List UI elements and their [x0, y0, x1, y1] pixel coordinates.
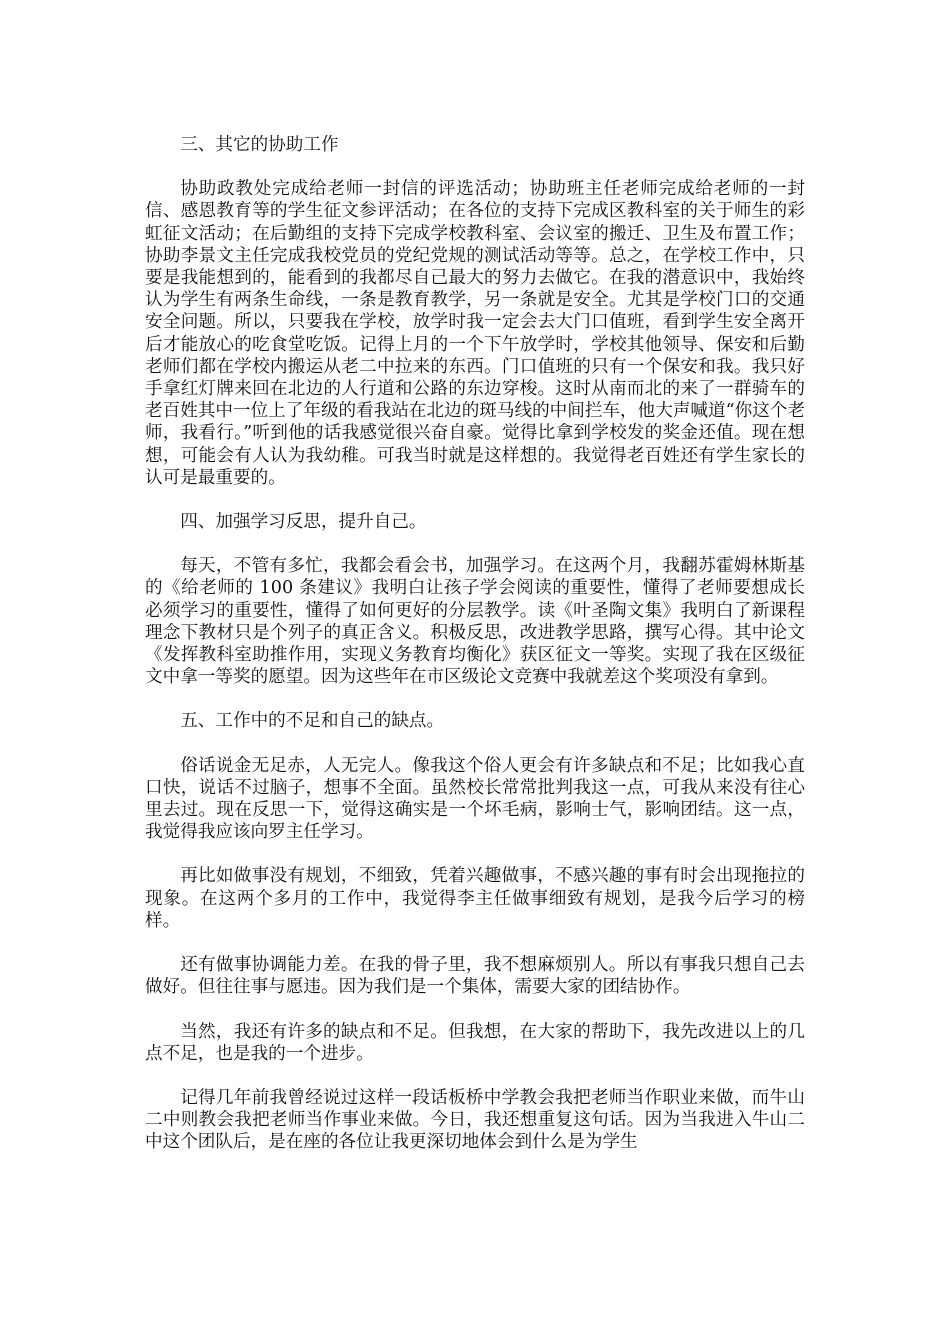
section-heading: 四、加强学习反思，提升自己。: [180, 512, 427, 533]
body-paragraph: 当然，我还有许多的缺点和不足。但我想，在大家的帮助下，我先改进以上的几点不足，也是我的一个进步。: [145, 1021, 805, 1064]
section-heading: 三、其它的协助工作: [180, 135, 339, 155]
body-paragraph: 每天，不管有多忙，我都会看会书，加强学习。在这两个月，我翻苏霍姆林斯基的《给老师的 100 条建议》我明白让孩子学会阅读的重要性，懂得了老师要想成长必须学习的重要性，懂得了如何更好的分层教学。读《叶圣陶文集》我明白了新课程理念下教材只是个列子的真正含义。积极反思，改进教学思路，撰写心得。其中论文《发挥教科室助推作用，实现义务教育均衡化》获区征文一等奖。实现了我在区级征文中拿一等奖的愿望。因为这些年在市区级论文竞赛中我就差这个奖项没有拿到。: [145, 556, 805, 688]
section-heading: 五、工作中的不足和自己的缺点。: [180, 711, 445, 732]
body-paragraph: 还有做事协调能力差。在我的骨子里，我不想麻烦别人。所以有事我只想自己去做好。但往往事与愿违。因为我们是一个集体，需要大家的团结协作。: [145, 955, 805, 998]
body-paragraph: 协助政教处完成给老师一封信的评选活动；协助班主任老师完成给老师的一封信、感恩教育等的学生征文参评活动；在各位的支持下完成区教科室的关于师生的彩虹征文活动；在后勤组的支持下完成学校教科室、会议室的搬迁、卫生及布置工作；协助李景文主任完成我校党员的党纪党规的测试活动等等。总之，在学校工作中，只要是我能想到的，能看到的我都尽自己最大的努力去做它。在我的潜意识中，我始终认为学生有两条生命线，一条是教育教学，另一条就是安全。尤其是学校门口的交通安全问题。所以，只要我在学校，放学时我一定会去大门口值班，看到学生安全离开后才能放心的吃食堂吃饭。记得上月的一个下午放学时，学校其他领导、保安和后勤老师们都在学校内搬运从老二中拉来的东西。门口值班的只有一个保安和我。我只好手拿红灯牌来回在北边的人行道和公路的东边穿梭。这时从南而北的来了一群骑车的老百姓其中一位上了年级的看我站在北边的斑马线的中间拦车，他大声喊道“你这个老师，我看行。”听到他的话我感觉很兴奋自豪。觉得比拿到学校发的奖金还值。现在想想，可能会有人认为我幼稚。可我当时就是这样想的。我觉得老百姓还有学生家长的认可是最重要的。: [145, 179, 805, 488]
document-body: [145, 134, 805, 1176]
body-paragraph: 记得几年前我曾经说过这样一段话板桥中学教会我把老师当作职业来做，而牛山二中则教会我把老师当作事业来做。今日，我还想重复这句话。因为当我进入牛山二中这个团队后，是在座的各位让我更深切地体会到什么是为学生: [145, 1087, 805, 1153]
body-paragraph: 俗话说金无足赤，人无完人。像我这个俗人更会有许多缺点和不足；比如我心直口快，说话不过脑子，想事不全面。虽然校长常常批判我这一点，可我从来没有往心里去过。现在反思一下，觉得这确实是一个坏毛病，影响士气，影响团结。这一点，我觉得我应该向罗主任学习。: [145, 755, 805, 843]
body-paragraph: 再比如做事没有规划，不细致，凭着兴趣做事，不感兴趣的事有时会出现拖拉的现象。在这两个多月的工作中，我觉得李主任做事细致有规划，是我今后学习的榜样。: [145, 866, 805, 931]
